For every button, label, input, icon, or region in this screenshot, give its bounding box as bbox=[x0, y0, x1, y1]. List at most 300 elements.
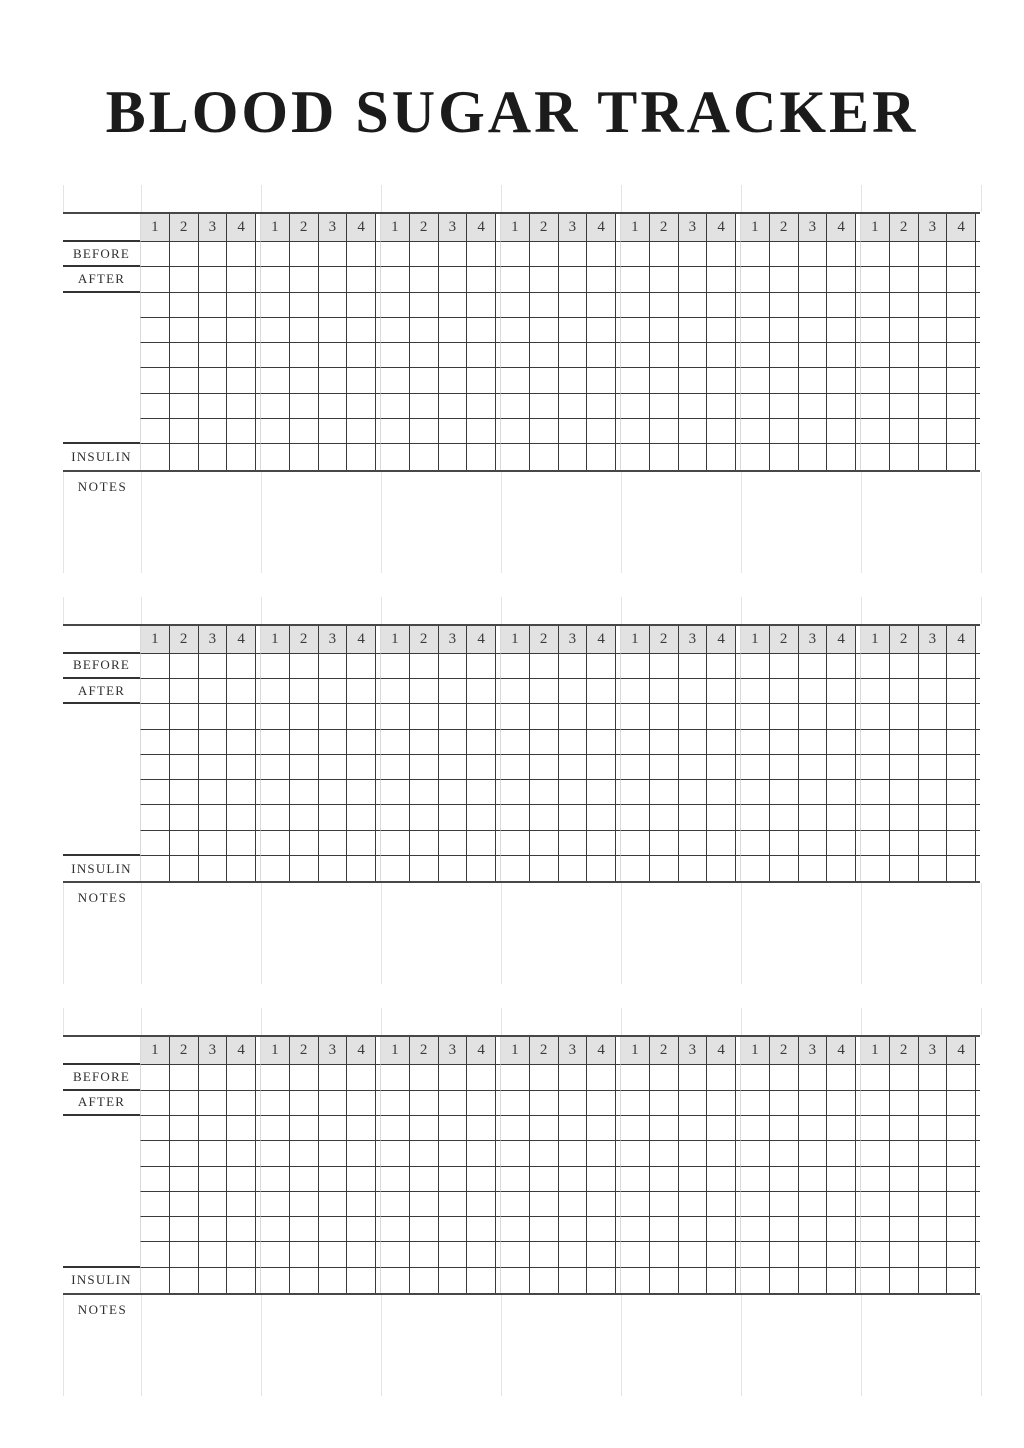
entry-cell bbox=[707, 730, 736, 754]
entry-cell bbox=[410, 1217, 439, 1241]
entry-cell bbox=[261, 1268, 290, 1293]
entry-cell bbox=[347, 394, 376, 418]
entry-cell bbox=[347, 1065, 376, 1089]
entry-cell bbox=[530, 1217, 559, 1241]
slot-header-cell: 1 bbox=[381, 626, 410, 653]
entry-cell bbox=[741, 1065, 770, 1089]
day-group bbox=[620, 626, 740, 654]
entry-cell bbox=[227, 267, 256, 291]
slot-header-cell: 4 bbox=[227, 214, 256, 241]
entry-cell bbox=[827, 755, 856, 779]
entry-cell bbox=[919, 831, 948, 855]
entry-cell bbox=[381, 318, 410, 342]
table-row-blank bbox=[63, 1192, 980, 1217]
slot-header-cell: 1 bbox=[261, 214, 290, 241]
entry-cell bbox=[227, 1167, 256, 1191]
entry-cell bbox=[587, 755, 616, 779]
entry-cell bbox=[501, 394, 530, 418]
entry-cell bbox=[770, 654, 799, 678]
entry-cell bbox=[439, 444, 468, 469]
entry-cell bbox=[707, 318, 736, 342]
slot-header-cell: 3 bbox=[559, 626, 588, 653]
row-label-spacer bbox=[63, 1116, 140, 1141]
day-group bbox=[140, 1091, 260, 1116]
entry-cell bbox=[919, 1065, 948, 1089]
entry-cell bbox=[741, 293, 770, 317]
entry-cell bbox=[381, 1065, 410, 1089]
slot-header-cell: 1 bbox=[861, 626, 890, 653]
table-row-blank bbox=[63, 1167, 980, 1192]
entry-cell bbox=[919, 368, 948, 392]
entry-cell bbox=[319, 368, 348, 392]
entry-cell bbox=[679, 1065, 708, 1089]
entry-cell bbox=[587, 654, 616, 678]
day-group bbox=[500, 267, 620, 292]
entry-cell bbox=[799, 805, 828, 829]
entry-cell bbox=[381, 1141, 410, 1165]
entry-cell bbox=[799, 730, 828, 754]
day-group bbox=[500, 730, 620, 755]
entry-cell bbox=[170, 394, 199, 418]
entry-cell bbox=[530, 704, 559, 728]
entry-cell bbox=[227, 1268, 256, 1293]
entry-cell bbox=[530, 730, 559, 754]
entry-cell bbox=[559, 654, 588, 678]
entry-cell bbox=[501, 293, 530, 317]
entry-cell bbox=[679, 1268, 708, 1293]
entry-cell bbox=[410, 654, 439, 678]
entry-cell bbox=[861, 242, 890, 266]
table-row-blank bbox=[63, 1116, 980, 1141]
entry-cell bbox=[770, 1141, 799, 1165]
entry-cell bbox=[679, 394, 708, 418]
entry-cell bbox=[467, 1091, 496, 1115]
entry-cell bbox=[439, 1217, 468, 1241]
entry-cell bbox=[621, 704, 650, 728]
table-row-before bbox=[63, 1065, 980, 1090]
entry-cell bbox=[439, 730, 468, 754]
entry-cell bbox=[261, 1217, 290, 1241]
day-group bbox=[740, 679, 860, 704]
entry-cell bbox=[621, 1217, 650, 1241]
day-group bbox=[380, 1141, 500, 1166]
entry-cell bbox=[170, 1167, 199, 1191]
entry-cell bbox=[227, 242, 256, 266]
tracker-sections bbox=[63, 185, 982, 1396]
table-row-header bbox=[63, 1037, 980, 1065]
entry-cell bbox=[530, 368, 559, 392]
day-group bbox=[140, 704, 260, 729]
day-group bbox=[140, 368, 260, 393]
entry-cell bbox=[621, 1268, 650, 1293]
entry-cell bbox=[530, 1091, 559, 1115]
entry-cell bbox=[947, 242, 976, 266]
slot-header-cell: 4 bbox=[587, 1037, 616, 1064]
entry-cell bbox=[890, 831, 919, 855]
entry-cell bbox=[170, 805, 199, 829]
grid-strip-day-col bbox=[261, 185, 381, 212]
entry-cell bbox=[261, 831, 290, 855]
entry-cell bbox=[381, 755, 410, 779]
entry-cell bbox=[319, 1242, 348, 1266]
entry-cell bbox=[410, 856, 439, 881]
entry-cell bbox=[530, 780, 559, 804]
entry-cell bbox=[587, 1192, 616, 1216]
entry-cell bbox=[170, 1268, 199, 1293]
day-group bbox=[260, 730, 380, 755]
entry-cell bbox=[319, 1192, 348, 1216]
table-row-blank bbox=[63, 780, 980, 805]
entry-cell bbox=[530, 343, 559, 367]
day-group bbox=[380, 1091, 500, 1116]
day-group bbox=[620, 679, 740, 704]
entry-cell bbox=[290, 444, 319, 469]
slot-header-cell: 4 bbox=[587, 626, 616, 653]
entry-cell bbox=[650, 267, 679, 291]
entry-cell bbox=[890, 856, 919, 881]
entry-cell bbox=[679, 704, 708, 728]
day-group bbox=[740, 626, 860, 654]
entry-cell bbox=[381, 242, 410, 266]
notes-area-day-col bbox=[741, 883, 861, 984]
entry-cell bbox=[679, 1167, 708, 1191]
entry-cell bbox=[621, 267, 650, 291]
slot-header-cell: 3 bbox=[319, 626, 348, 653]
entry-cell bbox=[170, 831, 199, 855]
day-group bbox=[620, 444, 740, 469]
day-group bbox=[500, 1242, 620, 1267]
entry-cell bbox=[501, 1065, 530, 1089]
entry-cell bbox=[170, 1217, 199, 1241]
entry-cell bbox=[199, 1141, 228, 1165]
entry-cell bbox=[679, 805, 708, 829]
entry-cell bbox=[827, 1116, 856, 1140]
day-group bbox=[860, 856, 980, 881]
entry-cell bbox=[707, 1217, 736, 1241]
slot-header-cell: 4 bbox=[227, 626, 256, 653]
entry-cell bbox=[141, 780, 170, 804]
entry-cell bbox=[530, 805, 559, 829]
entry-cell bbox=[559, 293, 588, 317]
entry-cell bbox=[707, 755, 736, 779]
entry-cell bbox=[261, 654, 290, 678]
day-group bbox=[620, 1217, 740, 1242]
entry-cell bbox=[890, 394, 919, 418]
day-group bbox=[860, 1091, 980, 1116]
entry-cell bbox=[381, 654, 410, 678]
entry-cell bbox=[501, 1116, 530, 1140]
row-label-spacer bbox=[63, 394, 140, 419]
entry-cell bbox=[410, 1242, 439, 1266]
slot-header-cell: 3 bbox=[799, 214, 828, 241]
entry-cell bbox=[530, 1065, 559, 1089]
notes-area-day-col bbox=[141, 1295, 261, 1396]
entry-cell bbox=[530, 831, 559, 855]
slot-header-cell: 3 bbox=[199, 626, 228, 653]
entry-cell bbox=[347, 704, 376, 728]
day-group bbox=[620, 1141, 740, 1166]
day-group bbox=[380, 679, 500, 704]
entry-cell bbox=[621, 293, 650, 317]
day-group bbox=[860, 267, 980, 292]
entry-cell bbox=[199, 293, 228, 317]
entry-cell bbox=[559, 1192, 588, 1216]
entry-cell bbox=[650, 1242, 679, 1266]
entry-cell bbox=[347, 1242, 376, 1266]
entry-cell bbox=[827, 444, 856, 469]
slot-header-cell: 2 bbox=[170, 626, 199, 653]
slot-header-cell: 1 bbox=[501, 1037, 530, 1064]
entry-cell bbox=[650, 1192, 679, 1216]
entry-cell bbox=[919, 1116, 948, 1140]
slot-header-cell: 3 bbox=[919, 626, 948, 653]
notes-area-day-col bbox=[741, 1295, 861, 1396]
entry-cell bbox=[319, 318, 348, 342]
entry-cell bbox=[587, 1268, 616, 1293]
entry-cell bbox=[559, 318, 588, 342]
entry-cell bbox=[141, 1141, 170, 1165]
entry-cell bbox=[799, 419, 828, 443]
slot-header-cell: 3 bbox=[559, 214, 588, 241]
entry-cell bbox=[501, 704, 530, 728]
entry-cell bbox=[467, 755, 496, 779]
day-group bbox=[740, 419, 860, 444]
entry-cell bbox=[141, 1116, 170, 1140]
day-group bbox=[620, 704, 740, 729]
entry-cell bbox=[919, 267, 948, 291]
day-group bbox=[140, 1217, 260, 1242]
entry-cell bbox=[381, 856, 410, 881]
entry-cell bbox=[467, 679, 496, 703]
day-group bbox=[140, 242, 260, 267]
entry-cell bbox=[319, 419, 348, 443]
entry-cell bbox=[650, 730, 679, 754]
entry-cell bbox=[141, 831, 170, 855]
entry-cell bbox=[290, 267, 319, 291]
entry-cell bbox=[679, 1091, 708, 1115]
entry-cell bbox=[741, 343, 770, 367]
entry-cell bbox=[827, 267, 856, 291]
entry-cell bbox=[439, 755, 468, 779]
entry-cell bbox=[621, 1065, 650, 1089]
entry-cell bbox=[650, 755, 679, 779]
entry-cell bbox=[467, 293, 496, 317]
row-label-spacer bbox=[63, 1037, 140, 1065]
entry-cell bbox=[827, 679, 856, 703]
day-group bbox=[380, 444, 500, 469]
slot-header-cell: 2 bbox=[290, 1037, 319, 1064]
entry-cell bbox=[861, 1091, 890, 1115]
entry-cell bbox=[319, 267, 348, 291]
entry-cell bbox=[559, 755, 588, 779]
table-row-blank bbox=[63, 394, 980, 419]
entry-cell bbox=[410, 730, 439, 754]
entry-cell bbox=[799, 1192, 828, 1216]
entry-cell bbox=[799, 1167, 828, 1191]
day-group bbox=[260, 343, 380, 368]
entry-cell bbox=[530, 318, 559, 342]
entry-cell bbox=[347, 318, 376, 342]
day-group bbox=[740, 1116, 860, 1141]
entry-cell bbox=[947, 293, 976, 317]
entry-cell bbox=[707, 831, 736, 855]
entry-cell bbox=[530, 444, 559, 469]
grid-strip-day-col bbox=[741, 185, 861, 212]
entry-cell bbox=[227, 1242, 256, 1266]
slot-header-cell: 3 bbox=[439, 214, 468, 241]
entry-cell bbox=[261, 1141, 290, 1165]
day-group bbox=[860, 1167, 980, 1192]
entry-cell bbox=[679, 1192, 708, 1216]
entry-cell bbox=[467, 394, 496, 418]
entry-cell bbox=[890, 343, 919, 367]
entry-cell bbox=[679, 318, 708, 342]
entry-cell bbox=[141, 242, 170, 266]
day-group bbox=[620, 368, 740, 393]
entry-cell bbox=[319, 805, 348, 829]
entry-cell bbox=[199, 394, 228, 418]
entry-cell bbox=[319, 1167, 348, 1191]
day-group bbox=[260, 1116, 380, 1141]
entry-cell bbox=[439, 318, 468, 342]
row-label-spacer bbox=[63, 293, 140, 318]
day-group bbox=[260, 654, 380, 679]
entry-cell bbox=[199, 444, 228, 469]
entry-cell bbox=[650, 242, 679, 266]
entry-cell bbox=[530, 1268, 559, 1293]
slot-header-cell: 2 bbox=[650, 214, 679, 241]
slot-header-cell: 2 bbox=[890, 214, 919, 241]
entry-cell bbox=[199, 267, 228, 291]
entry-cell bbox=[501, 343, 530, 367]
table-row-blank bbox=[63, 1141, 980, 1166]
entry-cell bbox=[290, 293, 319, 317]
entry-cell bbox=[141, 1091, 170, 1115]
entry-cell bbox=[170, 318, 199, 342]
entry-cell bbox=[501, 1242, 530, 1266]
day-group bbox=[380, 1268, 500, 1293]
day-group bbox=[260, 1192, 380, 1217]
entry-cell bbox=[890, 1091, 919, 1115]
entry-cell bbox=[741, 831, 770, 855]
day-group bbox=[500, 626, 620, 654]
day-group bbox=[260, 679, 380, 704]
notes-area-day-col bbox=[621, 883, 741, 984]
entry-cell bbox=[679, 780, 708, 804]
day-group bbox=[500, 1091, 620, 1116]
entry-cell bbox=[919, 805, 948, 829]
grid-strip-day-col bbox=[381, 1008, 501, 1035]
entry-cell bbox=[947, 679, 976, 703]
entry-cell bbox=[319, 242, 348, 266]
entry-cell bbox=[919, 1091, 948, 1115]
day-group bbox=[620, 805, 740, 830]
entry-cell bbox=[227, 293, 256, 317]
entry-cell bbox=[770, 242, 799, 266]
day-group bbox=[140, 293, 260, 318]
entry-cell bbox=[141, 394, 170, 418]
entry-cell bbox=[467, 242, 496, 266]
entry-cell bbox=[530, 1116, 559, 1140]
entry-cell bbox=[290, 679, 319, 703]
slot-header-cell: 2 bbox=[770, 626, 799, 653]
day-group bbox=[140, 1116, 260, 1141]
entry-cell bbox=[227, 831, 256, 855]
slot-header-cell: 1 bbox=[741, 214, 770, 241]
row-label-spacer bbox=[63, 318, 140, 343]
day-group bbox=[380, 654, 500, 679]
row-label-insulin: INSULIN bbox=[71, 860, 132, 876]
notes-area-label-col bbox=[64, 883, 141, 984]
entry-cell bbox=[947, 1217, 976, 1241]
entry-cell bbox=[227, 394, 256, 418]
entry-cell bbox=[650, 1091, 679, 1115]
grid-strip-label-col bbox=[64, 1008, 141, 1035]
slot-header-cell: 1 bbox=[741, 626, 770, 653]
entry-cell bbox=[827, 343, 856, 367]
entry-cell bbox=[827, 805, 856, 829]
entry-cell bbox=[530, 267, 559, 291]
day-group bbox=[740, 704, 860, 729]
day-group bbox=[620, 654, 740, 679]
entry-cell bbox=[799, 1116, 828, 1140]
entry-cell bbox=[587, 394, 616, 418]
entry-cell bbox=[467, 704, 496, 728]
entry-cell bbox=[947, 1242, 976, 1266]
entry-cell bbox=[410, 368, 439, 392]
slot-header-cell: 2 bbox=[410, 1037, 439, 1064]
entry-cell bbox=[770, 1167, 799, 1191]
slot-header-cell: 2 bbox=[290, 626, 319, 653]
entry-cell bbox=[410, 1116, 439, 1140]
day-group bbox=[260, 1141, 380, 1166]
entry-cell bbox=[467, 267, 496, 291]
slot-header-cell: 3 bbox=[679, 1037, 708, 1064]
entry-cell bbox=[530, 1242, 559, 1266]
entry-cell bbox=[650, 368, 679, 392]
table-row-insulin bbox=[63, 856, 980, 881]
entry-cell bbox=[650, 1167, 679, 1191]
slot-header-cell: 1 bbox=[141, 626, 170, 653]
slot-header-cell: 1 bbox=[621, 214, 650, 241]
entry-cell bbox=[170, 293, 199, 317]
entry-cell bbox=[741, 1141, 770, 1165]
entry-cell bbox=[170, 755, 199, 779]
day-group bbox=[260, 419, 380, 444]
entry-cell bbox=[439, 267, 468, 291]
entry-cell bbox=[381, 343, 410, 367]
entry-cell bbox=[587, 1091, 616, 1115]
entry-cell bbox=[890, 704, 919, 728]
grid-strip bbox=[63, 1008, 982, 1035]
day-group bbox=[140, 419, 260, 444]
entry-cell bbox=[621, 343, 650, 367]
day-group bbox=[860, 444, 980, 469]
slot-header-cell: 2 bbox=[170, 214, 199, 241]
entry-cell bbox=[501, 1091, 530, 1115]
table-row-insulin bbox=[63, 1268, 980, 1293]
entry-cell bbox=[799, 1065, 828, 1089]
entry-cell bbox=[530, 755, 559, 779]
entry-cell bbox=[827, 1091, 856, 1115]
slot-header-cell: 3 bbox=[919, 214, 948, 241]
entry-cell bbox=[501, 267, 530, 291]
entry-cell bbox=[559, 242, 588, 266]
slot-header-cell: 3 bbox=[679, 214, 708, 241]
slot-header-cell: 2 bbox=[650, 626, 679, 653]
entry-cell bbox=[890, 1065, 919, 1089]
entry-cell bbox=[467, 1065, 496, 1089]
